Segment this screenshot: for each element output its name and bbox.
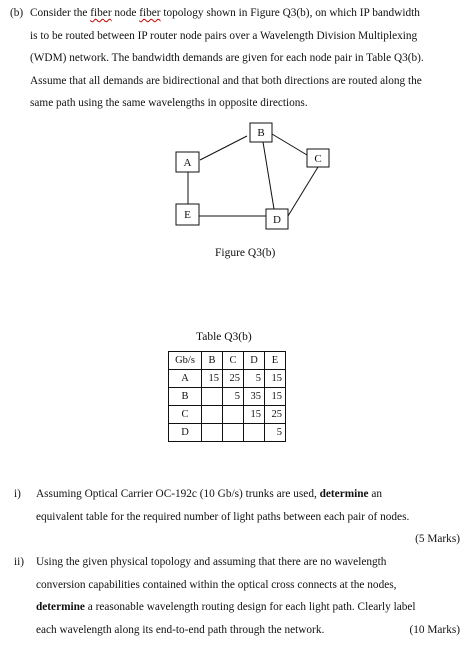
part-ii-line-4: each wavelength along its end-to-end path through the network. (10 Marks) xyxy=(14,619,460,642)
question-label: (b) xyxy=(10,7,24,19)
table-cell: 25 xyxy=(265,406,286,424)
table-cell: 15 xyxy=(265,388,286,406)
table-corner: Gb/s xyxy=(169,352,202,370)
row-header: A xyxy=(169,370,202,388)
link-c-d xyxy=(288,167,318,216)
table-cell xyxy=(202,406,223,424)
table-row xyxy=(169,406,286,424)
table-cell: 5 xyxy=(265,424,286,442)
link-b-a xyxy=(200,136,247,160)
node-d-label: D xyxy=(273,214,281,226)
part-ii-label: ii) xyxy=(14,556,25,568)
node-a-label: A xyxy=(183,157,192,169)
table-cell: 5 xyxy=(223,388,244,406)
table-cell xyxy=(244,424,265,442)
question-line-2: is to be routed between IP router node pairs over a Wavelength Division Multiplexing xyxy=(30,29,418,42)
spellcheck-word: fiber xyxy=(139,7,161,19)
table-cell: 15 xyxy=(202,370,223,388)
figure-caption: Figure Q3(b) xyxy=(215,247,276,259)
table-cell: 15 xyxy=(265,370,286,388)
node-b-label: B xyxy=(257,127,265,139)
question-line-3: (WDM) network. The bandwidth demands are given for each node pair in Table Q3(b). xyxy=(30,52,424,65)
table-row xyxy=(169,388,286,406)
question-line-4: Assume that all demands are bidirectional and that both directions are routed along the xyxy=(30,74,422,87)
col-header: B xyxy=(202,352,223,370)
part-ii-marks: (10 Marks) xyxy=(409,623,460,636)
row-header: B xyxy=(169,388,202,406)
part-i-line-2: equivalent table for the required number of light paths between each pair of nodes. xyxy=(36,510,410,523)
table-row xyxy=(169,370,286,388)
part-i-marks: (5 Marks) xyxy=(415,533,460,546)
col-header: C xyxy=(223,352,244,370)
table-cell: 25 xyxy=(223,370,244,388)
part-ii-line-1: Using the given physical topology and assuming that there are no wavelength xyxy=(36,556,387,568)
node-c-label: C xyxy=(314,153,322,165)
link-b-d xyxy=(263,142,274,209)
row-header: D xyxy=(169,424,202,442)
table-cell: 35 xyxy=(244,388,265,406)
table-cell: 15 xyxy=(244,406,265,424)
part-i-line-1: Assuming Optical Carrier OC-192c (10 Gb/s) trunks are used, determine an xyxy=(36,488,383,500)
part-i-label: i) xyxy=(14,488,21,500)
table-cell xyxy=(202,388,223,406)
spellcheck-word: fiber xyxy=(90,7,112,19)
part-i-line-3 xyxy=(14,528,460,551)
table-cell xyxy=(223,424,244,442)
row-header: C xyxy=(169,406,202,424)
table-row xyxy=(169,424,286,442)
part-ii-line-3: determine a reasonable wavelength routing design for each light path. Clearly label xyxy=(36,601,416,614)
question-line-5: same path using the same wavelengths in opposite directions. xyxy=(30,97,308,110)
link-b-c xyxy=(272,134,307,155)
col-header: E xyxy=(265,352,286,370)
node-e-label: E xyxy=(184,209,191,221)
table-cell xyxy=(223,406,244,424)
demand-table xyxy=(168,351,286,442)
col-header: D xyxy=(244,352,265,370)
table-cell xyxy=(202,424,223,442)
part-i xyxy=(14,483,460,551)
table-cell: 5 xyxy=(244,370,265,388)
question-line-1: Consider the fiber node fiber topology shown in Figure Q3(b), on which IP bandwidth xyxy=(30,7,420,19)
table-header-row xyxy=(169,352,286,370)
part-ii-line-2: conversion capabilities contained within the optical cross connects at the nodes, xyxy=(36,578,397,591)
table-caption: Table Q3(b) xyxy=(196,331,252,343)
part-ii xyxy=(14,551,460,641)
